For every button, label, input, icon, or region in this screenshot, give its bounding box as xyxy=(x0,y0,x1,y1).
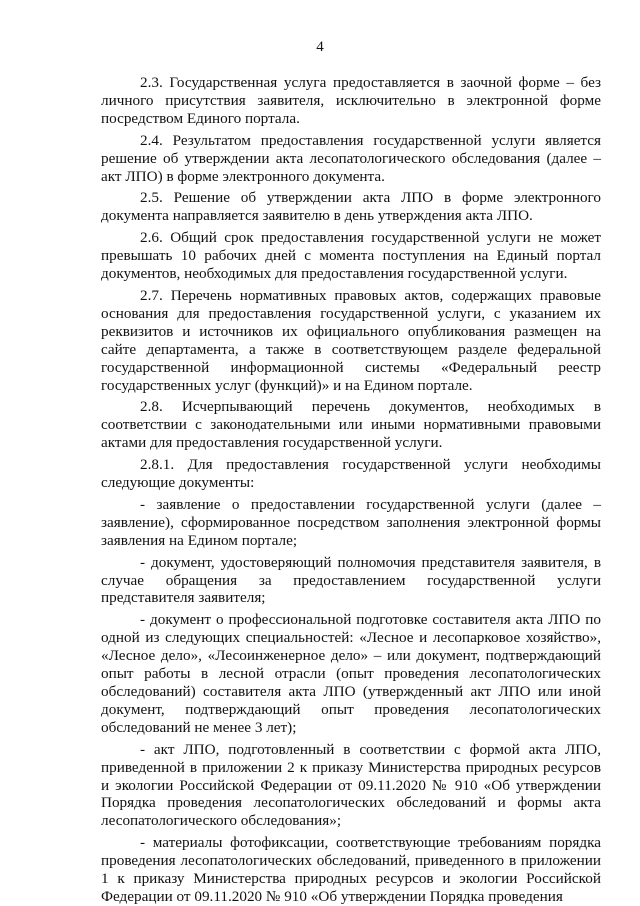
list-item-authority-document: - документ, удостоверяющий полномочия представителя заявителя, в случае обращения за предоставлением государственной услуги представителя заявителя; xyxy=(101,553,601,607)
page-number: 4 xyxy=(316,39,324,55)
paragraph-2-7: 2.7. Перечень нормативных правовых актов, содержащих правовые основания для предоставления государственной услуги, с указанием их реквизитов и источников их официального опубликования размещен на сайте департамента, а также в соответствующем разделе федеральной государственной информационной системы «Федеральный реестр государственных услуг (функций)» и на Едином портале. xyxy=(101,286,601,394)
paragraph-2-8-1: 2.8.1. Для предоставления государственной услуги необходимы следующие документы: xyxy=(101,456,601,492)
paragraph-2-8: 2.8. Исчерпывающий перечень документов, необходимых в соответствии с законодательными или иными нормативными правовыми актами для предоставления государственной услуги. xyxy=(101,398,601,452)
paragraph-2-5: 2.5. Решение об утверждении акта ЛПО в форме электронного документа направляется заявителю в день утверждения акта ЛПО. xyxy=(101,189,601,225)
document-body xyxy=(101,74,601,906)
paragraph-2-4: 2.4. Результатом предоставления государственной услуги является решение об утверждении акта лесопатологического обследования (далее – акт ЛПО) в форме электронного документа. xyxy=(101,131,601,185)
paragraph-2-6: 2.6. Общий срок предоставления государственной услуги не может превышать 10 рабочих дней с момента поступления на Единый портал документов, необходимых для предоставления государственной услуги. xyxy=(101,229,601,283)
list-item-photo-materials: - материалы фотофиксации, соответствующие требованиям порядка проведения лесопатологических обследований, приведенного в приложении 1 к приказу Министерства природных ресурсов и экологии Российской Федерации от 09.11.2020 № 910 «Об утверждении Порядка проведения xyxy=(101,834,601,905)
list-item-qualification-document: - документ о профессиональной подготовке составителя акта ЛПО по одной из следующих специальностей: «Лесное и лесопарковое хозяйство», «Лесное дело», «Лесоинженерное дело» – или документ, подтверждающий опыт работы в лесной отрасли (опыт проведения лесопатологических обследований) составителя акта ЛПО (утвержденный акт ЛПО или иной документ, подтверждающий опыт проведения лесопатологических обследований не менее 3 лет); xyxy=(101,611,601,736)
list-item-application: - заявление о предоставлении государственной услуги (далее – заявление), сформированное посредством заполнения электронной формы заявления на Едином портале; xyxy=(101,495,601,549)
list-item-lpo-act: - акт ЛПО, подготовленный в соответствии с формой акта ЛПО, приведенной в приложении 2 к приказу Министерства природных ресурсов и экологии Российской Федерации от 09.11.2020 № 910 «Об утверждении Порядка проведения лесопатологических обследований и формы акта лесопатологического обследования»; xyxy=(101,740,601,830)
paragraph-2-3: 2.3. Государственная услуга предоставляется в заочной форме – без личного присутствия заявителя, исключительно в электронной форме посредством Единого портала. xyxy=(101,74,601,127)
